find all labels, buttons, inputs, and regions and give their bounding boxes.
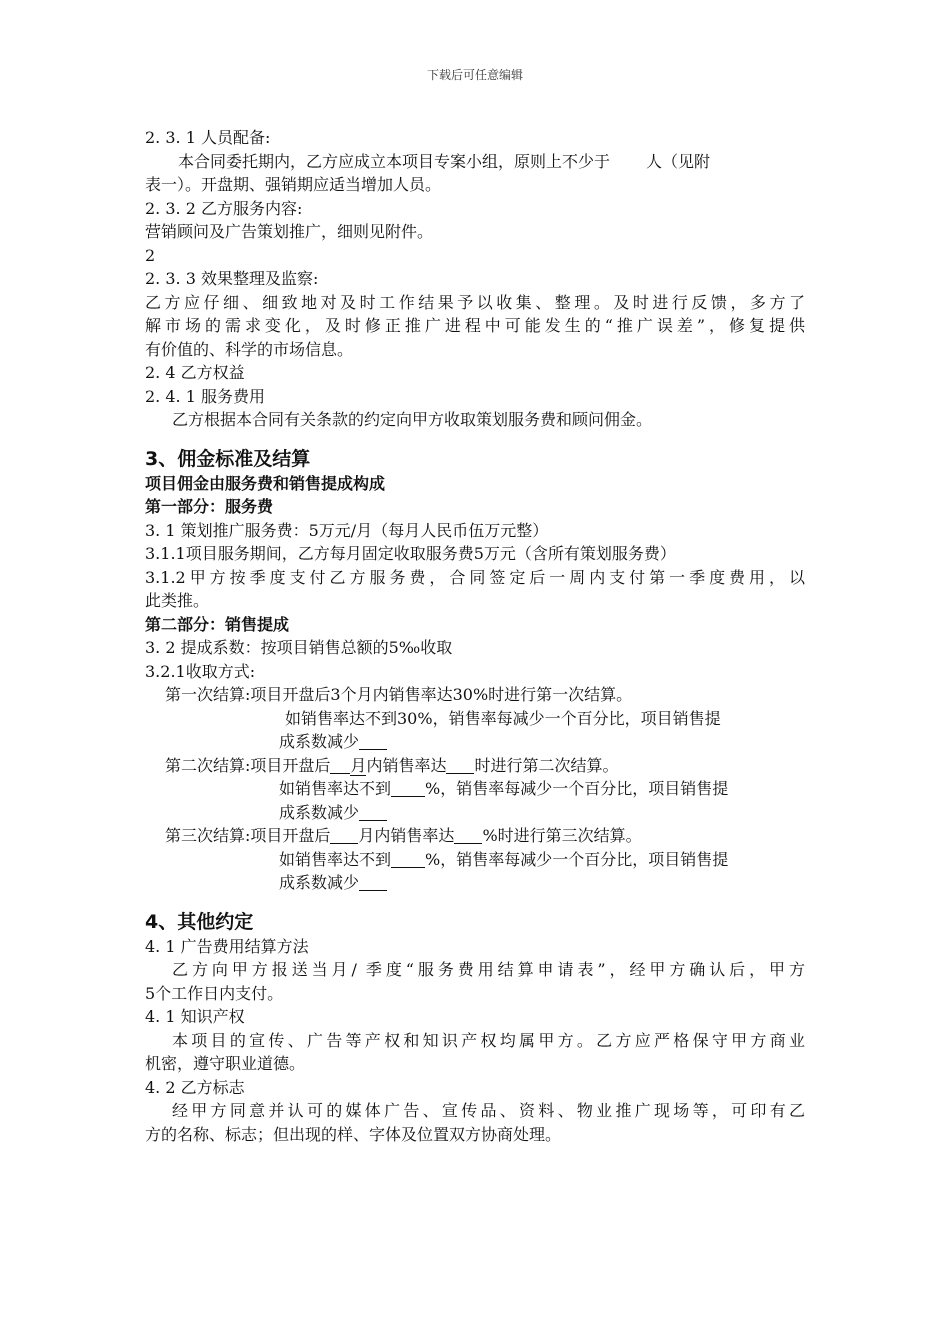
paragraph-line: 本合同委托期内，乙方应成立本项目专案小组，原则上不少于 人（见附 — [178, 151, 711, 171]
clause-3-1: 3. 1 策划推广服务费：5万元/月（每月人民币伍万元整） — [145, 520, 549, 540]
section-title-4: 4、其他约定 — [145, 910, 254, 933]
settlement-first: 第一次结算:项目开盘后3个月内销售率达30%时进行第一次结算。 — [165, 685, 633, 704]
clause-4-1-ip: 4. 1 知识产权 — [145, 1007, 245, 1026]
settlement-third: 第三次结算:项目开盘后 月内销售率达 %时进行第三次结算。 — [165, 826, 642, 845]
clause-3-2: 3. 2 提成系数：按项目销售总额的5‰收取 — [145, 638, 453, 657]
paragraph-line: 5个工作日内支付。 — [145, 983, 284, 1003]
section-title-3: 3、佣金标准及结算 — [145, 447, 311, 470]
blank-field — [359, 874, 387, 891]
blank-field — [454, 827, 482, 844]
clause-4-2: 4. 2 乙方标志 — [145, 1077, 245, 1097]
page-number: 2 — [145, 245, 156, 265]
paragraph-line: 成系数减少 — [145, 871, 805, 895]
paragraph-line: 成系数减少 — [145, 730, 805, 754]
section-heading-2-4: 2. 4 乙方权益 — [145, 363, 245, 382]
blank-field — [330, 757, 350, 774]
paragraph-line: 乙方应仔细、细致地对及时工作结果予以收集、整理。及时进行反馈，多方了 — [145, 292, 805, 312]
clause-4-1: 4. 1 广告费用结算方法 — [145, 936, 309, 956]
paragraph-line: 方的名称、标志；但出现的样、字体及位置双方协商处理。 — [145, 1124, 562, 1144]
settlement-second: 第二次结算:项目开盘后 月内销售率达 时进行第二次结算。 — [165, 755, 619, 775]
paragraph-line: 机密，遵守职业道德。 — [145, 1054, 306, 1073]
blank-field — [359, 733, 387, 750]
paragraph-line: 如销售率达不到 %，销售率每减少一个百分比，项目销售提 — [279, 849, 729, 869]
paragraph-line: 表一）。开盘期、强销期应适当增加人员。 — [145, 175, 442, 194]
section-heading-2-3-2: 2. 3. 2 乙方服务内容: — [145, 198, 303, 218]
blank-field — [391, 851, 425, 868]
paragraph-line: 如销售率达不到 %，销售率每减少一个百分比，项目销售提 — [279, 779, 729, 798]
page-header-note: 下载后可任意编辑 — [426, 68, 523, 82]
part-two-heading: 第二部分：销售提成 — [145, 614, 290, 634]
clause-3-2-1: 3.2.1收取方式: — [145, 661, 256, 681]
blank-field — [359, 804, 387, 821]
document-body — [145, 126, 805, 1146]
paragraph-line: 乙方根据本合同有关条款的约定向甲方收取策划服务费和顾问佣金。 — [172, 410, 653, 429]
section-heading-2-3-1: 2. 3. 1 人员配备: — [145, 128, 271, 147]
part-one-heading: 第一部分：服务费 — [145, 497, 274, 516]
blank-field — [330, 827, 358, 844]
settlement-label: 第三次结算: — [165, 826, 251, 845]
section-heading-2-4-1: 2. 4. 1 服务费用 — [145, 386, 265, 406]
paragraph-line: 本项目的宣传、广告等产权和知识产权均属甲方。乙方应严格保守甲方商业 — [172, 1030, 805, 1050]
blank-field — [446, 757, 474, 774]
paragraph-line: 营销顾问及广告策划推广，细则见附件。 — [145, 222, 434, 241]
paragraph-line: 如销售率达不到30%，销售率每减少一个百分比，项目销售提 — [285, 708, 721, 728]
settlement-label: 第一次结算: — [165, 685, 251, 704]
paragraph-line: 经甲方同意并认可的媒体广告、宣传品、资料、物业推广现场等，可印有乙 — [172, 1101, 805, 1120]
clause-3-1-2: 3.1.2甲方按季度支付乙方服务费，合同签定后一周内支付第一季度费用，以 — [145, 567, 805, 587]
blank-field — [391, 780, 425, 797]
paragraph-line: 成系数减少 — [145, 801, 805, 825]
paragraph-line: 解市场的需求变化，及时修正推广进程中可能发生的“推广误差”，修复提供 — [145, 316, 805, 335]
paragraph-line: 乙方向甲方报送当月/ 季度“服务费用结算申请表”，经甲方确认后，甲方 — [172, 960, 805, 979]
paragraph-line: 此类推。 — [145, 591, 210, 610]
section-subtitle: 项目佣金由服务费和销售提成构成 — [145, 473, 386, 493]
settlement-label: 第二次结算: — [165, 755, 251, 775]
clause-3-1-1: 3.1.1项目服务期间，乙方每月固定收取服务费5万元（含所有策划服务费） — [145, 544, 676, 563]
paragraph-line: 有价值的、科学的市场信息。 — [145, 339, 354, 359]
section-heading-2-3-3: 2. 3. 3 效果整理及监察: — [145, 269, 319, 288]
